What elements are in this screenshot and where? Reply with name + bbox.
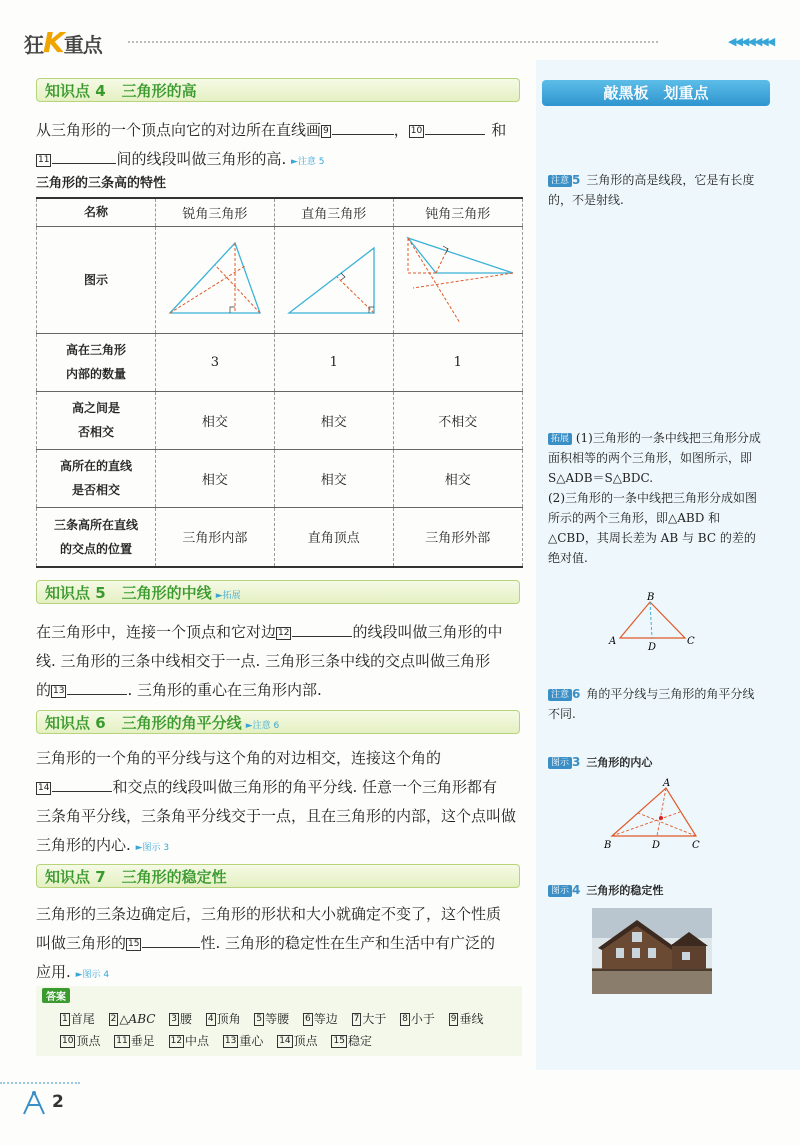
house-photo [592, 908, 712, 994]
answer-item: 13 重心 [224, 1034, 264, 1048]
table-cell: 不相交 [393, 391, 522, 449]
table-cell: 1 [274, 333, 393, 391]
figure-4-caption: 图示 4 三角形的稳定性 [548, 880, 762, 901]
heights-table [36, 197, 523, 568]
note-6-link[interactable]: ►注意 6 [245, 721, 280, 731]
header-divider [128, 41, 658, 43]
sec4-definition: 从三角形的一个顶点向它的对边所在直线画 9 ， 10 和 11 间的线段叫做三角形的高. ►注意 5 [36, 116, 522, 177]
obtuse-triangle-figure [393, 226, 522, 333]
table-cell: 1 [393, 333, 522, 391]
table-row-label: 高所在的直线 是否相交 [37, 449, 156, 507]
label-A: A [663, 778, 671, 789]
logo: 狂K重点 [24, 26, 102, 59]
label-B: B [647, 592, 655, 603]
answer-item: 5 等腰 [256, 1012, 290, 1026]
acute-triangle-figure [156, 226, 275, 333]
table-header: 名称 [37, 198, 156, 226]
footer-divider [0, 1082, 80, 1084]
page-header [0, 0, 800, 60]
answer-item: 4 顶角 [207, 1012, 241, 1026]
page-number: 2 [52, 1092, 64, 1112]
table-cell: 相交 [274, 391, 393, 449]
answer-item: 12 中点 [170, 1034, 210, 1048]
table-cell: 三角形外部 [393, 507, 522, 567]
answer-item: 14 顶点 [279, 1034, 318, 1048]
label-C: C [687, 636, 695, 647]
table-cell: 三角形内部 [156, 507, 275, 567]
extension-chip: 拓展 [548, 433, 572, 445]
note-6: 注意 6 角的平分线与三角形的角平分线不同. [548, 687, 755, 721]
section-title-5: 知识点 5 三角形的中线 ►拓展 [36, 580, 520, 604]
answers-label: 答案 [42, 988, 70, 1003]
section-title-7: 知识点 7 三角形的稳定性 [36, 864, 520, 888]
label-D: D [648, 642, 657, 653]
answer-item: 11 垂足 [116, 1034, 155, 1048]
label-C: C [692, 840, 700, 851]
table-cell: 3 [156, 333, 275, 391]
figure-3-link[interactable]: ►图示 3 [135, 843, 170, 853]
figure-chip: 图示 [548, 757, 572, 769]
median-figure [605, 592, 705, 654]
table-cell: 相交 [393, 449, 522, 507]
header-arrows: ◀◀◀◀◀◀◀ [728, 35, 774, 48]
sec6-definition: 三角形的一个角的平分线与这个角的对边相交，连接这个角的 14 和交点的线段叫做三角形的角平分线. 任意一个三角形都有 三条角平分线，三条角平分线交于一点，且在三角形的内部，这个点叫做 三角形的内心. ►图示 3 [36, 749, 517, 854]
section-title-4: 知识点 4 三角形的高 [36, 78, 520, 102]
table-cell: 直角顶点 [274, 507, 393, 567]
table-row-label: 高之间是 否相交 [37, 391, 156, 449]
table-header: 钝角三角形 [393, 198, 522, 226]
note-5: 注意 5 三角形的高是线段，它是有长度的，不是射线. [548, 173, 755, 207]
label-A: A [609, 636, 617, 647]
note-5-link[interactable]: ►注意 5 [291, 157, 325, 167]
answer-item: 1 首尾 [62, 1012, 95, 1026]
heights-subtitle: 三角形的三条高的特性 [36, 176, 167, 191]
table-header: 直角三角形 [274, 198, 393, 226]
answer-item: 3 腰 [171, 1012, 193, 1026]
extension-link[interactable]: ►拓展 [215, 591, 241, 601]
answer-item: 6 等边 [305, 1012, 338, 1026]
answers-row-1 [60, 1010, 483, 1027]
label-B: B [604, 840, 612, 851]
incenter-figure [600, 776, 710, 852]
note-chip: 注意 [548, 175, 572, 187]
sidebar-header: 敲黑板 划重点 [542, 80, 770, 106]
figure-3-caption: 图示 3 三角形的内心 [548, 752, 762, 773]
table-cell: 相交 [274, 449, 393, 507]
label-D: D [652, 840, 661, 851]
table-row-label: 图示 [37, 226, 156, 333]
answer-item: 8 小于 [402, 1012, 435, 1026]
answer-item: 10 顶点 [62, 1034, 101, 1048]
answers-panel [36, 986, 522, 1056]
answer-item: 7 大于 [353, 1012, 387, 1026]
figure-4-link[interactable]: ►图示 4 [75, 970, 110, 980]
compass-icon [20, 1090, 48, 1116]
table-cell: 相交 [156, 449, 275, 507]
table-cell: 相交 [156, 391, 275, 449]
answer-item: 2 △ABC [110, 1012, 156, 1026]
table-header: 锐角三角形 [156, 198, 275, 226]
sec7-definition: 三角形的三条边确定后，三角形的形状和大小就确定不变了，这个性质 叫做三角形的 15 性. 三角形的稳定性在生产和生活中有广泛的 应用. ►图示 4 [36, 905, 502, 981]
figure-chip: 图示 [548, 885, 572, 897]
table-row-label: 三条高所在直线 的交点的位置 [37, 507, 156, 567]
table-row-label: 高在三角形 内部的数量 [37, 333, 156, 391]
right-triangle-figure [274, 226, 393, 333]
answers-row-2 [60, 1032, 382, 1049]
answer-item: 15 稳定 [333, 1034, 372, 1048]
section-title-6: 知识点 6 三角形的角平分线 ►注意 6 [36, 710, 520, 734]
sec5-definition: 在三角形中，连接一个顶点和它对边 12 的线段叫做三角形的中 线. 三角形的三条中线相交于一点. 三角形三条中线的交点叫做三角形 的 13 . 三角形的重心在三角形内部. [36, 618, 522, 705]
extension-note: 拓展 (1)三角形的一条中线把三角形分成面积相等的两个三角形，如图所示，即 S△ADB＝S△BDC. (2)三角形的一条中线把三角形分成如图所示的两个三角形，即△ABD 和△CBD，其周长差为 AB 与 BC 的差的绝对值. [548, 431, 761, 565]
note-chip: 注意 [548, 689, 572, 701]
answer-item: 9 垂线 [450, 1012, 484, 1026]
